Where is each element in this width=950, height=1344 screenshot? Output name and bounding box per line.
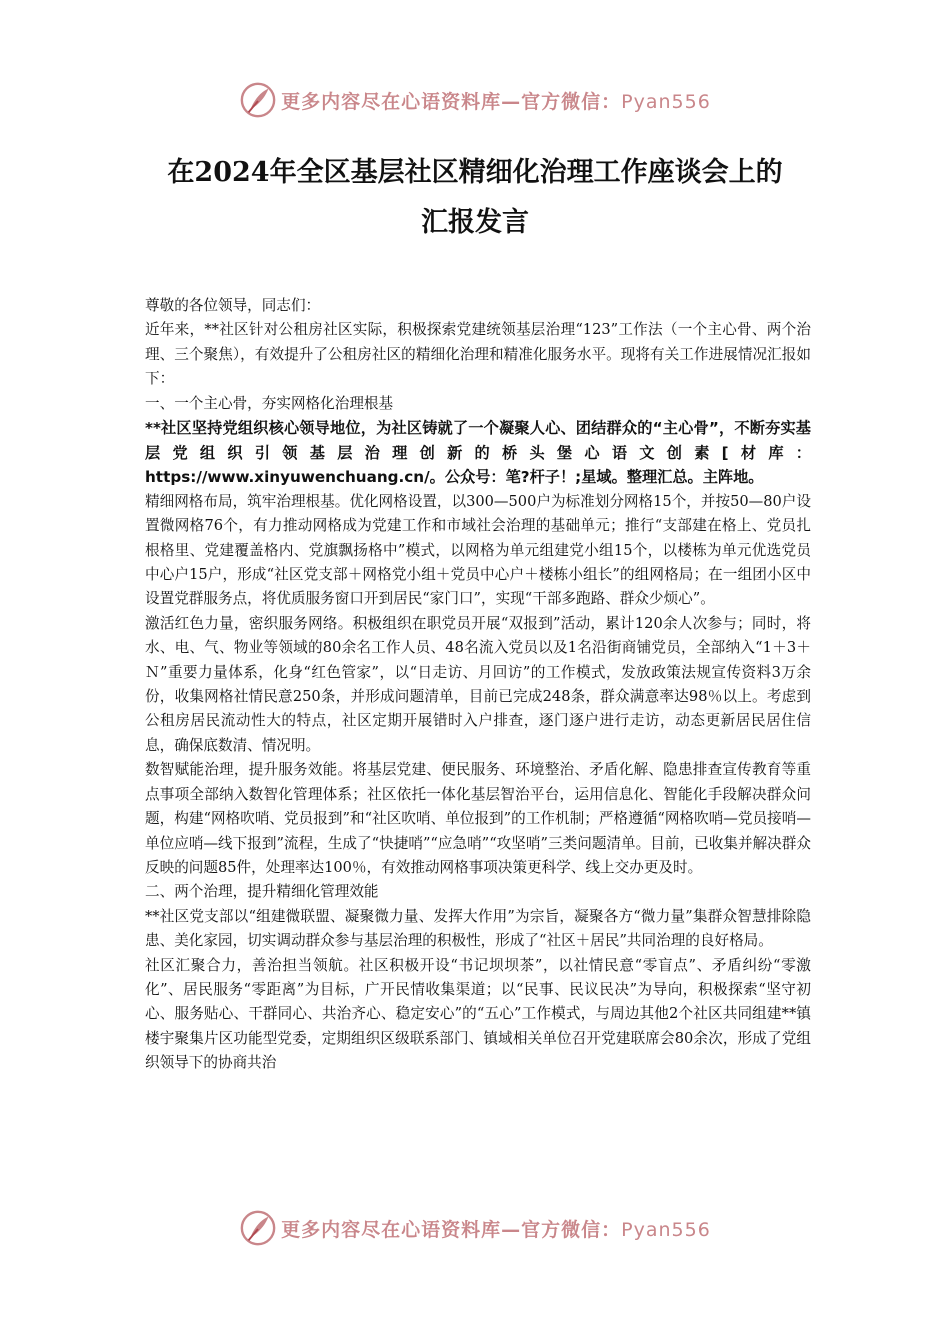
banner-text bbox=[281, 87, 711, 114]
paragraph-red-force: 激活红色力量，密织服务网络。积极组织在职党员开展“双报到”活动，累计120余人次参与；同时，将水、电、气、物业等领域的80余名工作人员、48名流入党员以及1名沿街商铺党员，全部纳入“1＋3＋Ｎ”重要力量体系，化身“红色管家”，以“日走访、月回访”的工作模式，发放政策法规宣传资料3万余份，收集网格社情民意250条，并形成问题清单，目前已完成248条，群众满意率达98％以上。考虑到公租房居民流动性大的特点，社区定期开展错时入户排查，逐门逐户进行走访，动态更新居民居住信息，确保底数清、情况明。 bbox=[145, 614, 811, 754]
paragraph-micro-alliance: **社区党支部以“组建微联盟、凝聚微力量、发挥大作用”为宗旨，凝聚各方“微力量”集群众智慧排除隐患、美化家园，切实调动群众参与基层治理的积极性，形成了“社区＋居民”共同治理的良好格局。 bbox=[145, 907, 811, 950]
feather-quill-logo-icon bbox=[239, 81, 277, 119]
banner-label: 更多内容尽在心语资料库—官方微信： bbox=[281, 1218, 622, 1241]
document-body bbox=[145, 294, 811, 1076]
paragraph-core-leadership: **社区坚持党组织核心领导地位，为社区铸就了一个凝聚人心、团结群众的“主心骨”，不断夯实基层党组织引领基层治理创新的桥头堡心语文创素[材库：https://www.xinyuwenchuang.cn/。公众号：笔?杆子！;星域。整理汇总。主阵地。 bbox=[145, 419, 811, 487]
section-heading-2: 二、两个治理，提升精细化管理效能 bbox=[145, 883, 379, 901]
title-line-1: 在2024年全区基层社区精细化治理工作座谈会上的 bbox=[167, 157, 783, 188]
salutation: 尊敬的各位领导，同志们： bbox=[145, 297, 321, 314]
banner-label: 更多内容尽在心语资料库—官方微信： bbox=[281, 90, 622, 113]
section-heading-1: 一、一个主心骨，夯实网格化治理根基 bbox=[145, 394, 394, 412]
paragraph-intro: 近年来，**社区针对公租房社区实际，积极探索党建统领基层治理“123”工作法（一个主心骨、两个治理、三个聚焦），有效提升了公租房社区的精细化治理和精准化服务水平。现将有关工作进展情况汇报如下： bbox=[145, 321, 811, 388]
banner-wechat-id: Pyan556 bbox=[621, 90, 711, 113]
paragraph-grid-layout: 精细网格布局，筑牢治理根基。优化网格设置，以300—500户为标准划分网格15个，并按50—80户设置微网格76个，有力推动网格成为党建工作和市域社会治理的基础单元；推行“支部建在格上、党员扎根格里、党建覆盖格内、党旗飘扬格中”模式，以网格为单元组建党小组15个，以楼栋为单元优选党员中心户15户，形成“社区党支部＋网格党小组＋党员中心户＋楼栋小组长”的组网格局；在一组团小区中设置党群服务点，将优质服务窗口开到居民“家门口”，实现“干部多跑路、群众少烦心”。 bbox=[145, 492, 811, 608]
page-title bbox=[0, 148, 950, 248]
footer-watermark-banner bbox=[0, 1208, 950, 1248]
paragraph-community-synergy: 社区汇聚合力，善治担当领航。社区积极开设“书记坝坝茶”，以社情民意“零盲点”、矛盾纠纷“零激化”、居民服务“零距离”为目标，广开民情收集渠道；以“民事、民议民决”为导向，积极探索“坚守初心、服务贴心、干群同心、共治齐心、稳定安心”的“五心”工作模式，与周边其他2个社区共同组建**镇楼宇聚集片区功能型党委，定期组织区级联系部门、镇域相关单位召开党建联席会80余次，形成了党组织领导下的协商共治 bbox=[145, 956, 811, 1072]
feather-quill-logo-icon bbox=[239, 1209, 277, 1247]
banner-text bbox=[281, 1215, 711, 1242]
banner-wechat-id: Pyan556 bbox=[621, 1218, 711, 1241]
title-line-2: 汇报发言 bbox=[421, 207, 529, 238]
paragraph-digital-governance: 数智赋能治理，提升服务效能。将基层党建、便民服务、环境整治、矛盾化解、隐患排查宣传教育等重点事项全部纳入数智化管理体系；社区依托一体化基层智治平台，运用信息化、智能化手段解决群众问题，构建“网格吹哨、党员报到”和“社区吹哨、单位报到”的工作机制；严格遵循“网格吹哨—党员接哨—单位应哨—线下报到”流程，生成了“快捷哨”“应急哨”“攻坚哨”三类问题清单。目前，已收集并解决群众反映的问题85件，处理率达100％，有效推动网格事项决策更科学、线上交办更及时。 bbox=[145, 761, 811, 876]
header-watermark-banner bbox=[0, 80, 950, 120]
